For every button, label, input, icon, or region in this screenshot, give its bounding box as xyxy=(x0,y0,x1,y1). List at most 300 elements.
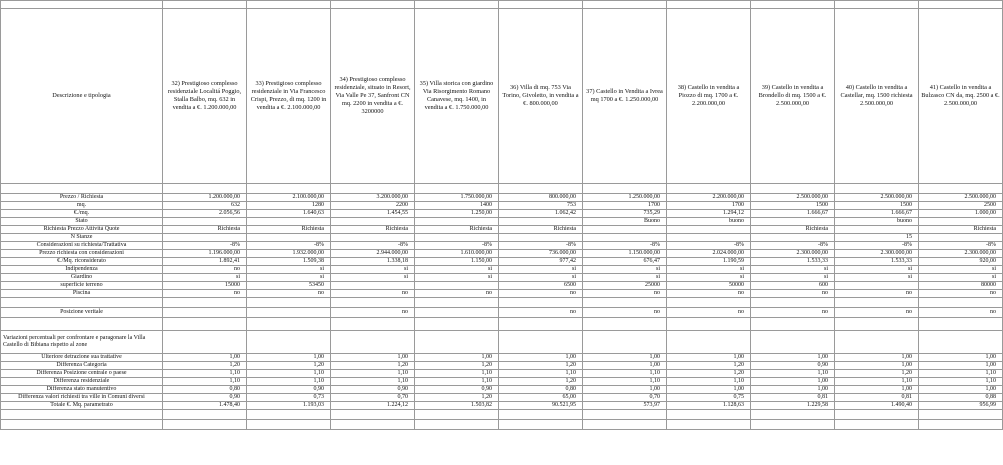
cell[interactable] xyxy=(163,420,247,430)
value-cell[interactable] xyxy=(163,234,247,242)
value-cell[interactable]: 1.196.000,00 xyxy=(163,250,247,258)
value-cell[interactable]: 1,10 xyxy=(667,378,751,386)
value-cell[interactable] xyxy=(499,218,583,226)
cell[interactable] xyxy=(247,1,331,9)
cell[interactable] xyxy=(415,1,499,9)
row-label[interactable]: superficie terreno xyxy=(1,282,163,290)
value-cell[interactable]: 1.128,63 xyxy=(667,402,751,410)
value-cell[interactable]: -8% xyxy=(667,242,751,250)
value-cell[interactable]: 1.490,40 xyxy=(835,402,919,410)
cell[interactable] xyxy=(1,298,163,308)
value-cell[interactable]: si xyxy=(331,274,415,282)
value-cell[interactable]: 1,10 xyxy=(163,370,247,378)
cell[interactable] xyxy=(163,331,247,354)
value-cell[interactable]: 600 xyxy=(751,282,835,290)
cell[interactable] xyxy=(751,184,835,194)
cell[interactable] xyxy=(331,298,415,308)
value-cell[interactable] xyxy=(751,234,835,242)
cell[interactable] xyxy=(499,298,583,308)
value-cell[interactable]: no xyxy=(583,308,667,318)
value-cell[interactable]: 1500 xyxy=(751,202,835,210)
value-cell[interactable]: no xyxy=(919,290,1003,298)
cell[interactable] xyxy=(667,318,751,331)
cell[interactable] xyxy=(583,410,667,420)
value-cell[interactable]: no xyxy=(835,308,919,318)
value-cell[interactable]: 1280 xyxy=(247,202,331,210)
value-cell[interactable]: 736.000,00 xyxy=(499,250,583,258)
value-cell[interactable]: 2.300.000,00 xyxy=(919,250,1003,258)
value-cell[interactable]: -8% xyxy=(583,242,667,250)
value-cell[interactable]: 65,00 xyxy=(499,394,583,402)
value-cell[interactable]: 1,00 xyxy=(751,386,835,394)
value-cell[interactable]: 0,80 xyxy=(163,386,247,394)
value-cell[interactable]: si xyxy=(835,274,919,282)
value-cell[interactable] xyxy=(247,308,331,318)
row-label[interactable]: €./Mq. riconsiderato xyxy=(1,258,163,266)
cell[interactable] xyxy=(835,298,919,308)
value-cell[interactable]: si xyxy=(835,266,919,274)
value-cell[interactable]: 1,10 xyxy=(499,370,583,378)
value-cell[interactable]: 1,20 xyxy=(667,370,751,378)
value-cell[interactable]: 753 xyxy=(499,202,583,210)
value-cell[interactable]: 1,10 xyxy=(247,370,331,378)
value-cell[interactable]: -8% xyxy=(163,242,247,250)
value-cell[interactable]: 1,20 xyxy=(247,362,331,370)
value-cell[interactable]: 1.509,38 xyxy=(247,258,331,266)
cell[interactable] xyxy=(247,420,331,430)
value-cell[interactable]: no xyxy=(835,290,919,298)
value-cell[interactable]: 1,00 xyxy=(835,354,919,362)
value-cell[interactable]: 0,70 xyxy=(331,394,415,402)
cell[interactable] xyxy=(415,318,499,331)
header-cell[interactable]: 39) Castello in vendita a Brondello di mq. 1500 a €. 2.500.000,00 xyxy=(751,9,835,184)
value-cell[interactable]: -8% xyxy=(919,242,1003,250)
cell[interactable] xyxy=(499,410,583,420)
value-cell[interactable]: si xyxy=(499,266,583,274)
value-cell[interactable]: 1,20 xyxy=(415,362,499,370)
value-cell[interactable]: 920,00 xyxy=(919,258,1003,266)
value-cell[interactable] xyxy=(919,234,1003,242)
value-cell[interactable] xyxy=(667,234,751,242)
header-cell[interactable]: 40) Castello in vendita a Castellar, mq. 1500 richiesta 2.500.000,00 xyxy=(835,9,919,184)
cell[interactable] xyxy=(919,410,1003,420)
value-cell[interactable]: si xyxy=(415,266,499,274)
value-cell[interactable]: 0,90 xyxy=(247,386,331,394)
value-cell[interactable] xyxy=(667,226,751,234)
value-cell[interactable]: si xyxy=(751,266,835,274)
value-cell[interactable]: buono xyxy=(667,218,751,226)
value-cell[interactable]: 6500 xyxy=(499,282,583,290)
value-cell[interactable]: 1.932.000,00 xyxy=(247,250,331,258)
cell[interactable] xyxy=(667,331,751,354)
header-cell[interactable]: 32) Prestigioso complesso residenziale Localitá Poggio, Stalla Balbo, mq. 632 in vendita a €. 1.200.000,00 xyxy=(163,9,247,184)
value-cell[interactable]: no xyxy=(163,266,247,274)
value-cell[interactable]: 1.892,41 xyxy=(163,258,247,266)
row-label[interactable]: Considerazioni su richiesta/Trattativa xyxy=(1,242,163,250)
value-cell[interactable]: 1.193,03 xyxy=(247,402,331,410)
cell[interactable] xyxy=(163,318,247,331)
value-cell[interactable]: 1700 xyxy=(583,202,667,210)
cell[interactable] xyxy=(583,318,667,331)
cell[interactable] xyxy=(667,410,751,420)
value-cell[interactable]: Richiesta xyxy=(499,226,583,234)
value-cell[interactable]: Buono xyxy=(583,218,667,226)
value-cell[interactable]: 2500 xyxy=(919,202,1003,210)
value-cell[interactable]: 1,00 xyxy=(415,354,499,362)
cell[interactable] xyxy=(835,318,919,331)
value-cell[interactable]: si xyxy=(247,274,331,282)
value-cell[interactable]: si xyxy=(583,274,667,282)
cell[interactable] xyxy=(919,298,1003,308)
value-cell[interactable]: no xyxy=(415,290,499,298)
value-cell[interactable]: si xyxy=(247,266,331,274)
header-cell[interactable]: 38) Castello in vendita a Piozzo di mq. 1700 a €. 2.200.000,00 xyxy=(667,9,751,184)
value-cell[interactable]: 1,20 xyxy=(499,362,583,370)
cell[interactable] xyxy=(331,184,415,194)
value-cell[interactable]: 1.454,55 xyxy=(331,210,415,218)
value-cell[interactable]: 2.024.000,00 xyxy=(667,250,751,258)
value-cell[interactable] xyxy=(415,218,499,226)
value-cell[interactable]: 956,99 xyxy=(919,402,1003,410)
cell[interactable] xyxy=(583,184,667,194)
cell[interactable] xyxy=(919,318,1003,331)
value-cell[interactable]: Richiesta xyxy=(247,226,331,234)
value-cell[interactable] xyxy=(835,226,919,234)
cell[interactable] xyxy=(415,298,499,308)
value-cell[interactable] xyxy=(499,234,583,242)
value-cell[interactable]: 1700 xyxy=(667,202,751,210)
value-cell[interactable]: no xyxy=(583,290,667,298)
value-cell[interactable]: 0,90 xyxy=(415,386,499,394)
value-cell[interactable]: -8% xyxy=(751,242,835,250)
cell[interactable] xyxy=(247,298,331,308)
value-cell[interactable]: 1,10 xyxy=(331,370,415,378)
value-cell[interactable]: 1.250.000,00 xyxy=(583,194,667,202)
row-label[interactable]: €./mq. xyxy=(1,210,163,218)
value-cell[interactable]: -8% xyxy=(499,242,583,250)
value-cell[interactable]: si xyxy=(163,274,247,282)
value-cell[interactable]: 1,00 xyxy=(751,378,835,386)
cell[interactable] xyxy=(247,331,331,354)
value-cell[interactable]: no xyxy=(499,290,583,298)
cell[interactable] xyxy=(1,184,163,194)
cell[interactable] xyxy=(415,410,499,420)
row-label[interactable]: Giardino xyxy=(1,274,163,282)
cell[interactable] xyxy=(583,1,667,9)
value-cell[interactable]: 0,81 xyxy=(835,394,919,402)
value-cell[interactable]: Richiesta xyxy=(163,226,247,234)
value-cell[interactable]: 1,10 xyxy=(415,378,499,386)
row-label[interactable]: Differenza residenziale xyxy=(1,378,163,386)
cell[interactable] xyxy=(499,318,583,331)
value-cell[interactable]: 1.224,12 xyxy=(331,402,415,410)
cell[interactable] xyxy=(331,318,415,331)
value-cell[interactable]: 1,20 xyxy=(499,378,583,386)
value-cell[interactable]: 0,80 xyxy=(499,386,583,394)
row-label[interactable]: Differenza stato manutentivo xyxy=(1,386,163,394)
cell[interactable] xyxy=(667,1,751,9)
value-cell[interactable]: 1.533,33 xyxy=(751,258,835,266)
row-label[interactable]: mq. xyxy=(1,202,163,210)
value-cell[interactable]: no xyxy=(499,308,583,318)
value-cell[interactable]: 1,10 xyxy=(247,378,331,386)
value-cell[interactable]: 1,20 xyxy=(667,362,751,370)
value-cell[interactable]: 2.300.000,00 xyxy=(751,250,835,258)
value-cell[interactable]: 1,10 xyxy=(835,378,919,386)
cell[interactable] xyxy=(499,1,583,9)
row-label[interactable]: Prezzo richiesta con considerazioni xyxy=(1,250,163,258)
row-label[interactable]: Differenza Posizione centrale o paese xyxy=(1,370,163,378)
row-label[interactable]: Prezzo / Richiesta xyxy=(1,194,163,202)
value-cell[interactable]: si xyxy=(331,266,415,274)
cell[interactable] xyxy=(415,184,499,194)
value-cell[interactable]: 800.000,00 xyxy=(499,194,583,202)
cell[interactable] xyxy=(247,410,331,420)
cell[interactable] xyxy=(751,298,835,308)
value-cell[interactable]: no xyxy=(751,290,835,298)
value-cell[interactable]: -8% xyxy=(835,242,919,250)
cell[interactable] xyxy=(919,1,1003,9)
value-cell[interactable]: no xyxy=(163,290,247,298)
row-label[interactable]: Differenza Categoria xyxy=(1,362,163,370)
value-cell[interactable]: 25000 xyxy=(583,282,667,290)
value-cell[interactable]: no xyxy=(751,308,835,318)
value-cell[interactable]: 3.200.000,00 xyxy=(331,194,415,202)
value-cell[interactable]: 15 xyxy=(835,234,919,242)
value-cell[interactable] xyxy=(247,234,331,242)
value-cell[interactable]: 1.503,82 xyxy=(415,402,499,410)
value-cell[interactable]: 1.666,67 xyxy=(835,210,919,218)
value-cell[interactable]: 1,00 xyxy=(583,386,667,394)
value-cell[interactable]: 1,00 xyxy=(247,354,331,362)
header-cell[interactable]: 34) Prestigioso complesso residenziale, situato in Resort, Via Valle Pe 37, Sanfront CN mq. 2200 in vendita a €. 3200000 xyxy=(331,9,415,184)
cell[interactable] xyxy=(1,318,163,331)
cell[interactable] xyxy=(1,420,163,430)
value-cell[interactable]: 1.200.000,00 xyxy=(163,194,247,202)
variazioni-label[interactable]: Variazioni percentuali per confrontare e paragonare la Villa Castello di Bibiana rispetto al zone xyxy=(1,331,163,354)
value-cell[interactable]: 50000 xyxy=(667,282,751,290)
cell[interactable] xyxy=(751,420,835,430)
cell[interactable] xyxy=(163,1,247,9)
value-cell[interactable]: no xyxy=(667,308,751,318)
value-cell[interactable]: 2.100.000,00 xyxy=(247,194,331,202)
cell[interactable] xyxy=(499,184,583,194)
value-cell[interactable]: Richiesta xyxy=(919,226,1003,234)
value-cell[interactable]: 1,00 xyxy=(583,354,667,362)
cell[interactable] xyxy=(331,1,415,9)
value-cell[interactable]: 15000 xyxy=(163,282,247,290)
value-cell[interactable] xyxy=(835,282,919,290)
value-cell[interactable]: 0,90 xyxy=(751,362,835,370)
value-cell[interactable]: 1.150.000,00 xyxy=(583,250,667,258)
cell[interactable] xyxy=(247,184,331,194)
value-cell[interactable]: no xyxy=(331,290,415,298)
value-cell[interactable]: 1,10 xyxy=(583,370,667,378)
header-cell[interactable]: 33) Prestigioso complesso residenziale in Via Francesco Crispi, Prezzo, di mq. 1200 in vendita a €. 2.100.000,00 xyxy=(247,9,331,184)
value-cell[interactable]: 0,75 xyxy=(667,394,751,402)
row-label[interactable]: Stato xyxy=(1,218,163,226)
row-label[interactable]: Differenza valori richiesti tra ville in Comuni diversi xyxy=(1,394,163,402)
value-cell[interactable]: 80000 xyxy=(919,282,1003,290)
value-cell[interactable]: -8% xyxy=(331,242,415,250)
value-cell[interactable]: 1,00 xyxy=(835,362,919,370)
value-cell[interactable]: no xyxy=(331,308,415,318)
value-cell[interactable]: 1.150,00 xyxy=(415,258,499,266)
value-cell[interactable]: 90.521,95 xyxy=(499,402,583,410)
value-cell[interactable] xyxy=(583,234,667,242)
value-cell[interactable]: 1,20 xyxy=(163,362,247,370)
value-cell[interactable]: 2.944.000,00 xyxy=(331,250,415,258)
cell[interactable] xyxy=(919,184,1003,194)
cell[interactable] xyxy=(583,331,667,354)
value-cell[interactable]: 1,10 xyxy=(163,378,247,386)
value-cell[interactable]: 1,20 xyxy=(835,370,919,378)
value-cell[interactable]: Richiesta xyxy=(331,226,415,234)
value-cell[interactable]: 1.533,33 xyxy=(835,258,919,266)
cell[interactable] xyxy=(751,410,835,420)
value-cell[interactable]: 2.500.000,00 xyxy=(835,194,919,202)
cell[interactable] xyxy=(163,184,247,194)
value-cell[interactable]: si xyxy=(667,274,751,282)
value-cell[interactable]: 1.294,12 xyxy=(667,210,751,218)
value-cell[interactable]: 977,42 xyxy=(499,258,583,266)
value-cell[interactable]: 2.300.000,00 xyxy=(835,250,919,258)
cell[interactable] xyxy=(667,420,751,430)
value-cell[interactable]: 735,29 xyxy=(583,210,667,218)
value-cell[interactable]: 1400 xyxy=(415,202,499,210)
value-cell[interactable] xyxy=(331,282,415,290)
value-cell[interactable]: 1,10 xyxy=(583,378,667,386)
value-cell[interactable]: Richiesta xyxy=(751,226,835,234)
value-cell[interactable]: 632 xyxy=(163,202,247,210)
value-cell[interactable]: 1,00 xyxy=(919,386,1003,394)
value-cell[interactable]: 1.190,59 xyxy=(667,258,751,266)
value-cell[interactable]: 1,00 xyxy=(583,362,667,370)
value-cell[interactable]: 1.338,18 xyxy=(331,258,415,266)
cell[interactable] xyxy=(415,331,499,354)
value-cell[interactable]: 1,10 xyxy=(751,370,835,378)
value-cell[interactable]: 1,10 xyxy=(919,378,1003,386)
row-label[interactable]: Richiesta Prezzo Attività Quote xyxy=(1,226,163,234)
cell[interactable] xyxy=(835,410,919,420)
cell[interactable] xyxy=(667,184,751,194)
value-cell[interactable]: 0,73 xyxy=(247,394,331,402)
value-cell[interactable]: 2.500.000,00 xyxy=(919,194,1003,202)
value-cell[interactable] xyxy=(751,218,835,226)
value-cell[interactable]: 1,00 xyxy=(331,354,415,362)
value-cell[interactable]: 1,00 xyxy=(919,362,1003,370)
value-cell[interactable]: 1,10 xyxy=(919,370,1003,378)
value-cell[interactable]: 1,00 xyxy=(667,386,751,394)
value-cell[interactable] xyxy=(331,234,415,242)
value-cell[interactable]: 1,20 xyxy=(415,394,499,402)
value-cell[interactable]: 1.640,63 xyxy=(247,210,331,218)
cell[interactable] xyxy=(919,420,1003,430)
cell[interactable] xyxy=(751,318,835,331)
value-cell[interactable]: 1.750.000,00 xyxy=(415,194,499,202)
value-cell[interactable] xyxy=(415,234,499,242)
value-cell[interactable] xyxy=(331,218,415,226)
cell[interactable] xyxy=(415,420,499,430)
value-cell[interactable] xyxy=(583,226,667,234)
value-cell[interactable]: 0,70 xyxy=(583,394,667,402)
title-cell[interactable]: Descrizione e tipologia xyxy=(1,9,163,184)
cell[interactable] xyxy=(583,298,667,308)
cell[interactable] xyxy=(247,318,331,331)
value-cell[interactable]: 0,90 xyxy=(163,394,247,402)
cell[interactable] xyxy=(331,420,415,430)
value-cell[interactable]: 0,81 xyxy=(751,394,835,402)
header-cell[interactable]: 37) Castello in Vendita a Ivrea mq 1700 a €. 1.250.000,00 xyxy=(583,9,667,184)
value-cell[interactable]: 1.229,58 xyxy=(751,402,835,410)
value-cell[interactable] xyxy=(163,218,247,226)
row-label[interactable]: Piscina xyxy=(1,290,163,298)
value-cell[interactable]: 1,10 xyxy=(415,370,499,378)
value-cell[interactable]: 1500 xyxy=(835,202,919,210)
cell[interactable] xyxy=(331,331,415,354)
value-cell[interactable]: buono xyxy=(835,218,919,226)
cell[interactable] xyxy=(835,1,919,9)
value-cell[interactable] xyxy=(919,218,1003,226)
cell[interactable] xyxy=(1,1,163,9)
value-cell[interactable]: no xyxy=(919,308,1003,318)
value-cell[interactable]: 53450 xyxy=(247,282,331,290)
value-cell[interactable]: 1.250,00 xyxy=(415,210,499,218)
cell[interactable] xyxy=(919,331,1003,354)
value-cell[interactable]: 1,00 xyxy=(919,354,1003,362)
cell[interactable] xyxy=(499,331,583,354)
value-cell[interactable]: 1,00 xyxy=(499,354,583,362)
cell[interactable] xyxy=(835,331,919,354)
value-cell[interactable]: 1,00 xyxy=(667,354,751,362)
value-cell[interactable]: 2.200.000,00 xyxy=(667,194,751,202)
header-cell[interactable]: 41) Castello in vendita a Bulzasco CN da, mq. 2500 a €. 2.500.000,00 xyxy=(919,9,1003,184)
cell[interactable] xyxy=(667,298,751,308)
value-cell[interactable]: 2.056,56 xyxy=(163,210,247,218)
value-cell[interactable]: si xyxy=(919,266,1003,274)
row-label[interactable]: Indipendenza xyxy=(1,266,163,274)
value-cell[interactable]: 0,90 xyxy=(331,386,415,394)
value-cell[interactable]: si xyxy=(667,266,751,274)
cell[interactable] xyxy=(751,1,835,9)
value-cell[interactable]: 0,88 xyxy=(919,394,1003,402)
value-cell[interactable]: 2200 xyxy=(331,202,415,210)
value-cell[interactable]: si xyxy=(751,274,835,282)
cell[interactable] xyxy=(331,410,415,420)
header-cell[interactable]: 35) Villa storica con giardino Via Risorgimento Romano Canavese, mq. 1400, in vendita a €. 1.750.000,00 xyxy=(415,9,499,184)
value-cell[interactable]: -8% xyxy=(415,242,499,250)
value-cell[interactable]: si xyxy=(919,274,1003,282)
value-cell[interactable]: no xyxy=(247,290,331,298)
value-cell[interactable]: no xyxy=(667,290,751,298)
value-cell[interactable]: si xyxy=(583,266,667,274)
cell[interactable] xyxy=(751,331,835,354)
row-label[interactable]: Posizione veritale xyxy=(1,308,163,318)
row-label[interactable]: N Stanze xyxy=(1,234,163,242)
cell[interactable] xyxy=(583,420,667,430)
value-cell[interactable]: si xyxy=(415,274,499,282)
value-cell[interactable]: 1,00 xyxy=(751,354,835,362)
value-cell[interactable] xyxy=(415,282,499,290)
value-cell[interactable] xyxy=(163,308,247,318)
value-cell[interactable]: 676,47 xyxy=(583,258,667,266)
cell[interactable] xyxy=(835,184,919,194)
value-cell[interactable]: 1,00 xyxy=(163,354,247,362)
cell[interactable] xyxy=(163,298,247,308)
header-cell[interactable]: 36) Villa di mq. 753 Via Torino, Givoletto, in vendita a €. 800.000,00 xyxy=(499,9,583,184)
value-cell[interactable]: 2.500.000,00 xyxy=(751,194,835,202)
value-cell[interactable]: 1.666,67 xyxy=(751,210,835,218)
